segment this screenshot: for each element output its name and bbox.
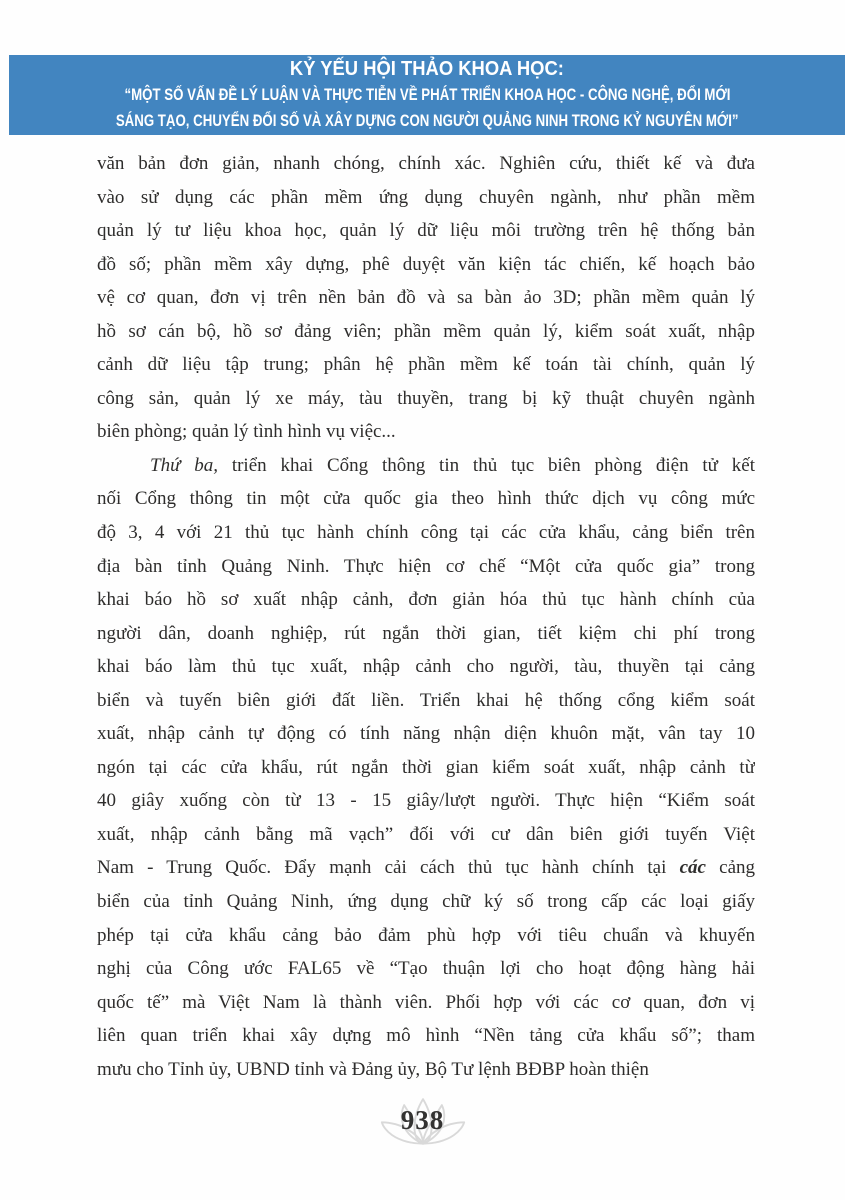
text-line bbox=[97, 952, 755, 986]
page-number: 938 bbox=[400, 1105, 445, 1135]
text-line bbox=[97, 382, 755, 416]
body-text: 40 giây xuống còn từ 13 - 15 giây/lượt người. Thực hiện “Kiểm soát bbox=[97, 790, 755, 812]
body-text: đồ số; phần mềm xây dựng, phê duyệt văn kiện tác chiến, kế hoạch bảo bbox=[97, 253, 755, 275]
text-line bbox=[97, 1019, 755, 1053]
banner-title-line bbox=[9, 57, 845, 82]
text-line bbox=[97, 550, 755, 584]
banner-subtitle-text-1: “MỘT SỐ VẤN ĐỀ LÝ LUẬN VÀ THỰC TIỄN VỀ PHÁT TRIỂN KHOA HỌC - CÔNG NGHỆ, ĐỔI MỚI bbox=[123, 84, 731, 104]
banner-subtitle-text-2: SÁNG TẠO, CHUYỂN ĐỔI SỐ VÀ XÂY DỰNG CON NGƯỜI QUẢNG NINH TRONG KỶ NGUYÊN MỚI” bbox=[115, 110, 739, 130]
body-text: vệ cơ quan, đơn vị trên nền bản đồ và sa bàn ảo 3D; phần mềm quản lý bbox=[97, 287, 755, 309]
body-text: địa bàn tỉnh Quảng Ninh. Thực hiện cơ chế “Một cửa quốc gia” trong bbox=[97, 555, 755, 577]
body-text: phép tại cửa khẩu cảng bảo đảm phù hợp với tiêu chuẩn và khuyến bbox=[97, 924, 755, 946]
body-text: người dân, doanh nghiệp, rút ngắn thời gian, tiết kiệm chi phí trong bbox=[97, 622, 755, 644]
text-line bbox=[97, 348, 755, 382]
body-text: hồ sơ cán bộ, hồ sơ đảng viên; phần mềm quản lý, kiểm soát xuất, nhập bbox=[97, 320, 755, 342]
text-line bbox=[97, 650, 755, 684]
body-text: khai báo làm thủ tục xuất, nhập cảnh cho người, tàu, thuyền tại cảng bbox=[97, 656, 755, 678]
body-text: nối Cổng thông tin một cửa quốc gia theo hình thức dịch vụ công mức bbox=[97, 488, 755, 510]
text-line bbox=[97, 449, 755, 483]
text-line bbox=[97, 751, 755, 785]
text-line bbox=[97, 281, 755, 315]
body-text: triển khai Cổng thông tin thủ tục biên phòng điện tử kết bbox=[218, 454, 755, 476]
text-line bbox=[97, 248, 755, 282]
emphasized-text: Thứ ba, bbox=[150, 454, 218, 476]
body-text: nghị của Công ước FAL65 về “Tạo thuận lợi cho hoạt động hàng hải bbox=[97, 958, 755, 980]
body-text: xuất, nhập cảnh tự động có tính năng nhận diện khuôn mặt, vân tay 10 bbox=[97, 723, 755, 745]
body-text: vào sử dụng các phần mềm ứng dụng chuyên ngành, như phần mềm bbox=[97, 186, 755, 208]
text-line bbox=[97, 315, 755, 349]
conference-banner bbox=[9, 55, 845, 135]
banner-subtitle-line-1 bbox=[9, 82, 845, 108]
body-text: Nam - Trung Quốc. Đẩy mạnh cải cách thủ tục hành chính tại bbox=[97, 857, 680, 879]
text-line bbox=[97, 415, 755, 449]
text-line bbox=[97, 516, 755, 550]
text-line bbox=[97, 482, 755, 516]
body-text: công sản, quản lý xe máy, tàu thuyền, trang bị kỹ thuật chuyên ngành bbox=[97, 387, 755, 409]
body-text: khai báo hồ sơ xuất nhập cảnh, đơn giản hóa thủ tục hành chính của bbox=[97, 589, 755, 611]
text-line bbox=[97, 617, 755, 651]
text-line bbox=[97, 986, 755, 1020]
body-text: quản lý tư liệu khoa học, quản lý dữ liệu môi trường trên hệ thống bản bbox=[97, 220, 755, 242]
banner-title-text: KỶ YẾU HỘI THẢO KHOA HỌC: bbox=[290, 57, 564, 80]
text-line bbox=[97, 181, 755, 215]
text-line bbox=[97, 851, 755, 885]
body-text: ngón tại các cửa khẩu, rút ngắn thời gian kiểm soát xuất, nhập cảnh từ bbox=[97, 756, 755, 778]
body-text: mưu cho Tỉnh ủy, UBND tỉnh và Đảng ủy, Bộ Tư lệnh BĐBP hoàn thiện bbox=[97, 1058, 649, 1080]
text-line bbox=[97, 717, 755, 751]
emphasized-text: các bbox=[679, 857, 706, 879]
body-text: quốc tế” mà Việt Nam là thành viên. Phối hợp với các cơ quan, đơn vị bbox=[97, 991, 755, 1013]
text-line bbox=[97, 818, 755, 852]
text-line bbox=[97, 885, 755, 919]
text-line bbox=[97, 147, 755, 181]
body-text: liên quan triển khai xây dựng mô hình “Nền tảng cửa khẩu số”; tham bbox=[97, 1025, 755, 1047]
body-text: cảng bbox=[705, 857, 755, 879]
text-line bbox=[97, 214, 755, 248]
body-text: văn bản đơn giản, nhanh chóng, chính xác. Nghiên cứu, thiết kế và đưa bbox=[97, 153, 755, 174]
text-line bbox=[97, 583, 755, 617]
lotus-ornament bbox=[380, 1094, 466, 1154]
text-line bbox=[97, 1053, 755, 1087]
banner-subtitle-line-2 bbox=[9, 108, 845, 134]
body-text: biển và tuyến biên giới đất liền. Triển khai hệ thống cổng kiểm soát bbox=[97, 689, 755, 711]
body-text: biển của tỉnh Quảng Ninh, ứng dụng chữ ký số trong cấp các loại giấy bbox=[97, 891, 755, 913]
text-line bbox=[97, 684, 755, 718]
body-text: biên phòng; quản lý tình hình vụ việc... bbox=[97, 421, 396, 443]
document-body bbox=[97, 147, 755, 1086]
body-text: độ 3, 4 với 21 thủ tục hành chính công tại các cửa khẩu, cảng biển trên bbox=[97, 522, 755, 544]
text-line bbox=[97, 919, 755, 953]
body-text: cảnh dữ liệu tập trung; phân hệ phần mềm kế toán tài chính, quản lý bbox=[97, 354, 755, 376]
text-line bbox=[97, 784, 755, 818]
page-footer bbox=[0, 1094, 845, 1154]
body-text: xuất, nhập cảnh bằng mã vạch” đối với cư dân biên giới tuyến Việt bbox=[97, 823, 755, 845]
